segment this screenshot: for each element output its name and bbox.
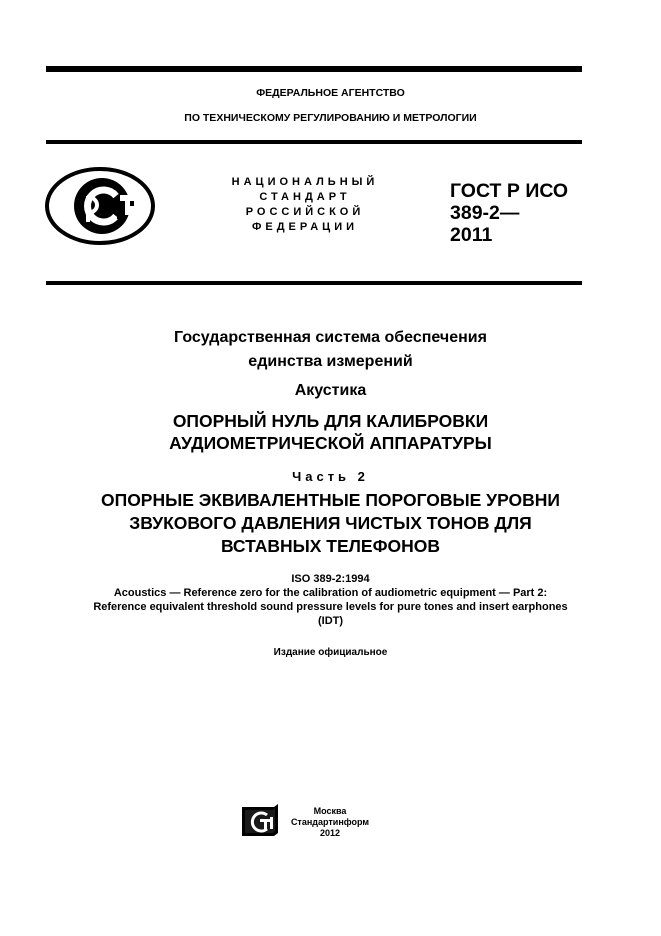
- designation-line-1: ГОСТ Р ИСО: [450, 180, 569, 202]
- standartinform-logo-icon: [240, 803, 280, 842]
- main-title-line-1: ОПОРНЫЙ НУЛЬ ДЛЯ КАЛИБРОВКИ: [172, 411, 489, 431]
- agency-line-1: ФЕДЕРАЛЬНОЕ АГЕНТСТВО: [256, 87, 405, 99]
- subtitle-line-3: ВСТАВНЫХ ТЕЛЕФОНОВ: [220, 536, 441, 556]
- standard-designation: [450, 180, 568, 246]
- national-standard-line-1: НАЦИОНАЛЬНЫЙ: [231, 176, 379, 188]
- subtitle-line-1: ОПОРНЫЕ ЭКВИВАЛЕНТНЫЕ ПОРОГОВЫЕ УРОВНИ: [101, 490, 560, 510]
- system-title-line-1: Государственная система обеспечения: [174, 329, 487, 346]
- subtitle-line-2: ЗВУКОВОГО ДАВЛЕНИЯ ЧИСТЫХ ТОНОВ ДЛЯ: [129, 513, 532, 533]
- main-title-line-2: АУДИОМЕТРИЧЕСКОЙ АППАРАТУРЫ: [169, 433, 492, 453]
- iso-title-line-2: Reference equivalent threshold sound pressure levels for pure tones and insert earphones: [93, 601, 568, 613]
- designation-line-2: 389-2—: [450, 202, 520, 224]
- top-rule: [46, 66, 582, 72]
- iso-title-line-3: (IDT): [317, 615, 344, 627]
- header-rule: [46, 140, 582, 144]
- part-label: Часть 2: [292, 469, 369, 484]
- national-standard-line-3: РОССИЙСКОЙ: [245, 206, 365, 218]
- national-standard-label: [200, 175, 410, 235]
- iso-title-line-1: Acoustics — Reference zero for the calibration of audiometric equipment — Part 2:: [113, 587, 548, 599]
- lower-header-rule: [46, 281, 582, 285]
- edition-label: Издание официальное: [273, 647, 388, 658]
- national-standard-line-4: ФЕДЕРАЦИИ: [251, 221, 359, 233]
- system-title-line-2: единства измерений: [248, 353, 413, 370]
- designation-line-3: 2011: [450, 224, 493, 246]
- agency-line-2: ПО ТЕХНИЧЕСКОМУ РЕГУЛИРОВАНИЮ И МЕТРОЛОГИИ: [184, 112, 477, 124]
- national-standard-line-2: СТАНДАРТ: [259, 191, 351, 203]
- publisher-name: Стандартинформ: [290, 817, 370, 827]
- publisher-info: [290, 806, 370, 839]
- publisher-year: 2012: [319, 828, 341, 838]
- rst-logo-icon: [44, 166, 156, 251]
- publisher-city: Москва: [313, 806, 347, 816]
- iso-number: ISO 389-2:1994: [291, 573, 370, 585]
- field-title: Акустика: [294, 382, 367, 399]
